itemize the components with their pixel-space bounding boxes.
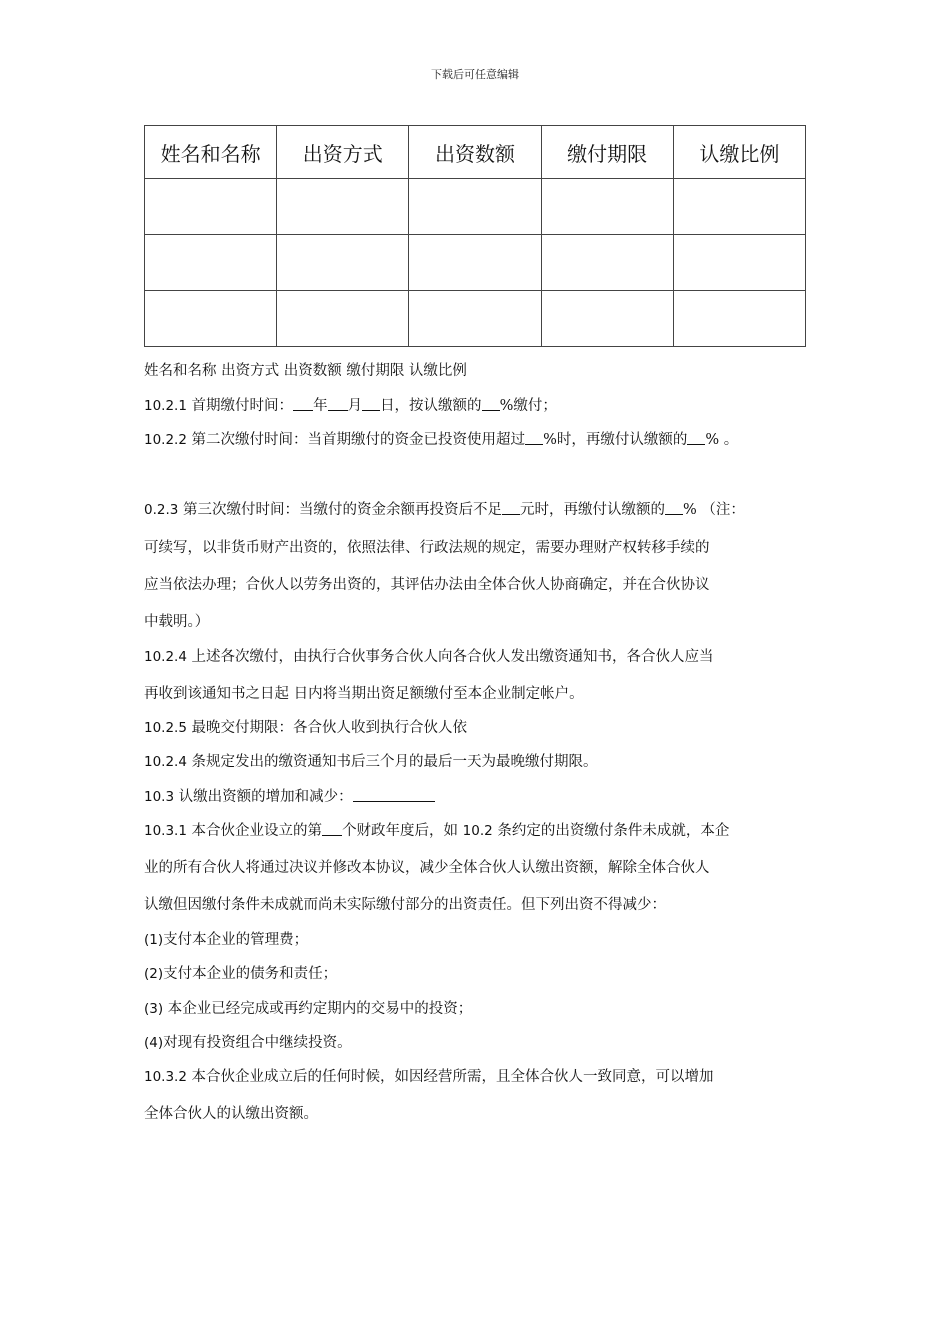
list-marker: (2) [144,966,164,982]
blank-underline [353,788,435,802]
paragraph-line: 再收到该通知书之日起 日内将当期出资足额缴付至本企业制定帐户。 [144,686,584,702]
clause-number: 10.2.4 [144,649,187,665]
clause-10-3-1 [144,819,729,840]
paragraph-line: 中载明。） [144,614,210,630]
table-header-cell: 缴付期限 [541,126,673,179]
list-item [144,997,472,1018]
blank-underline [665,501,683,515]
clause-10-2-1 [144,394,557,415]
table-cell [409,235,541,291]
table-cell [673,179,805,235]
paragraph-line: 可续写，以非货币财产出资的，依照法律、行政法规的规定，需要办理财产权转移手续的 [144,540,710,556]
clause-text: 认缴出资额的增加和减少： [174,789,353,805]
clause-number: 10.2.5 [144,720,187,736]
clause-10-3 [144,785,435,806]
table-cell [145,235,277,291]
table-cell [409,291,541,347]
clause-text: 本合伙企业设立的第 [186,823,323,839]
table-header-row [145,126,806,179]
clause-text: % 。 [705,432,739,448]
clause-10-3-2 [144,1065,714,1086]
table-cell [541,235,673,291]
clause-text: 日，按认缴额的 [380,398,482,414]
clause-text: 月 [347,398,363,414]
table-header-cell: 姓名和名称 [145,126,277,179]
table-cell [145,179,277,235]
clause-text: 最晚交付期限：各合伙人收到执行合伙人依 [186,720,468,736]
table-cell [541,291,673,347]
table-cell [277,235,409,291]
clause-text: 第二次缴付时间：当首期缴付的资金已投资使用超过 [186,432,526,448]
blank-underline [293,397,313,411]
table-cell [409,179,541,235]
paragraph-line: 应当依法办理；合伙人以劳务出资的，其评估办法由全体合伙人协商确定，并在合伙协议 [144,577,710,593]
blank-underline [362,397,380,411]
list-item [144,962,337,983]
clause-10-2-4 [144,645,714,666]
clause-text: 元时，再缴付认缴额的 [519,502,665,518]
clause-text: 第三次缴付时间：当缴付的资金余额再投资后不足 [178,502,502,518]
clause-number: 10.3 [144,789,175,805]
clause-number: 10.2.2 [144,432,187,448]
clause-10-2-2 [144,428,738,449]
table-cell [541,179,673,235]
blank-underline [502,501,520,515]
clause-text: 年 [313,398,328,414]
blank-underline [482,397,500,411]
clause-reference: 10.2 [462,823,493,839]
clause-number: 10.3.1 [144,823,187,839]
paragraph-line: 业的所有合伙人将通过决议并修改本协议，减少全体合伙人认缴出资额，解除全体合伙人 [144,860,710,876]
list-marker: (1) [144,932,164,948]
table-header-cell: 出资数额 [409,126,541,179]
table-header-cell: 认缴比例 [673,126,805,179]
list-text: 本企业已经完成或再约定期内的交易中的投资； [163,1001,473,1017]
paragraph-line: 认缴但因缴付条件未成就而尚未实际缴付部分的出资责任。但下列出资不得减少： [144,897,666,913]
table-row [145,179,806,235]
blank-underline [322,822,342,836]
clause-text: 首期缴付时间： [186,398,294,414]
clause-text: 上述各次缴付，由执行合伙事务合伙人向各合伙人发出缴资通知书，各合伙人应当 [186,649,714,665]
clause-0-2-3 [144,498,745,519]
paragraph-line: 全体合伙人的认缴出资额。 [144,1106,318,1122]
blank-underline [328,397,348,411]
clause-number: 0.2.3 [144,502,179,518]
table-caption-line: 姓名和名称 出资方式 出资数额 缴付期限 认缴比例 [144,363,467,379]
table-cell [145,291,277,347]
list-text: 支付本企业的债务和责任； [163,966,338,982]
clause-number: 10.2.4 [144,754,187,770]
list-item [144,928,308,949]
table-cell [673,235,805,291]
clause-text: 条规定发出的缴资通知书后三个月的最后一天为最晚缴付期限。 [186,754,598,770]
page-header: 下载后可任意编辑 [431,68,519,81]
table-cell [673,291,805,347]
clause-number: 10.2.1 [144,398,187,414]
clause-text: %时，再缴付认缴额的 [543,432,688,448]
list-text: 对现有投资组合中继续投资。 [163,1035,352,1051]
table-cell [277,179,409,235]
clause-continuation [144,750,598,771]
clause-text: 本合伙企业成立后的任何时候，如因经营所需，且全体合伙人一致同意，可以增加 [186,1069,714,1085]
clause-10-2-5 [144,716,467,737]
list-text: 支付本企业的管理费； [163,932,309,948]
list-marker: (3) [144,1001,164,1017]
clause-number: 10.3.2 [144,1069,187,1085]
table-header-cell: 出资方式 [277,126,409,179]
clause-text: % （注： [682,502,745,518]
table-row [145,235,806,291]
table-cell [277,291,409,347]
table-row [145,291,806,347]
blank-underline [525,431,543,445]
clause-text: 条约定的出资缴付条件未成就，本企 [492,823,730,839]
list-marker: (4) [144,1035,164,1051]
list-item [144,1031,352,1052]
clause-text: %缴付； [499,398,557,414]
clause-text: 个财政年度后，如 [342,823,463,839]
contribution-table [144,125,806,347]
blank-underline [687,431,705,445]
